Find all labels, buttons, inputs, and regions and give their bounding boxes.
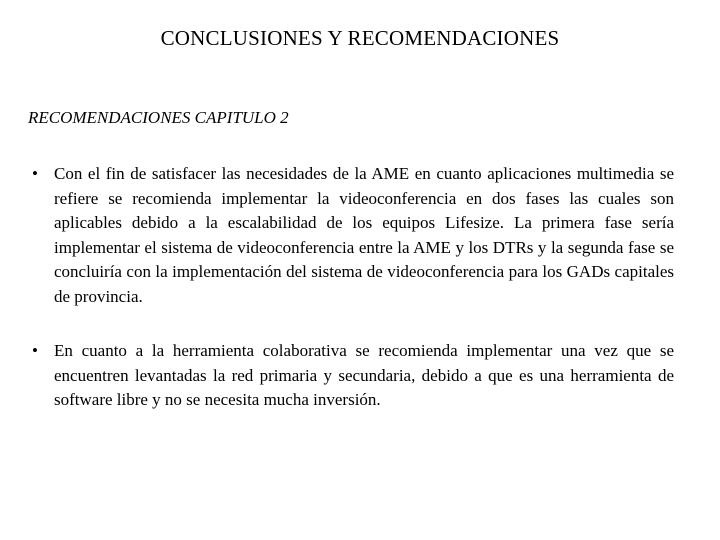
bullet-icon: •: [32, 164, 38, 183]
bullet-icon: •: [32, 341, 38, 360]
recommendation-text: Con el fin de satisfacer las necesidades de la AME en cuanto aplicaciones multimedia se refiere se recomienda implementar la videoconferencia en dos fases las cuales son aplicables debido a la escalabilidad de los equipos Lifesize. La primera fase sería implementar el sistema de videoconferencia entre la AME y los DTRs y la segunda fase se concluiría con la implementación del sistema de videoconferencia para los GADs capitales de provincia.: [54, 164, 674, 306]
list-item: [28, 339, 674, 413]
page-title: CONCLUSIONES Y RECOMENDACIONES: [160, 26, 560, 50]
list-item: [28, 162, 674, 309]
recommendation-text: En cuanto a la herramienta colaborativa se recomienda implementar una vez que se encuentren levantadas la red primaria y secundaria, debido a que es una herramienta de software libre y no se necesita mucha inversión.: [54, 341, 674, 409]
recommendation-list: [28, 162, 674, 413]
section-heading: RECOMENDACIONES CAPITULO 2: [28, 108, 289, 127]
